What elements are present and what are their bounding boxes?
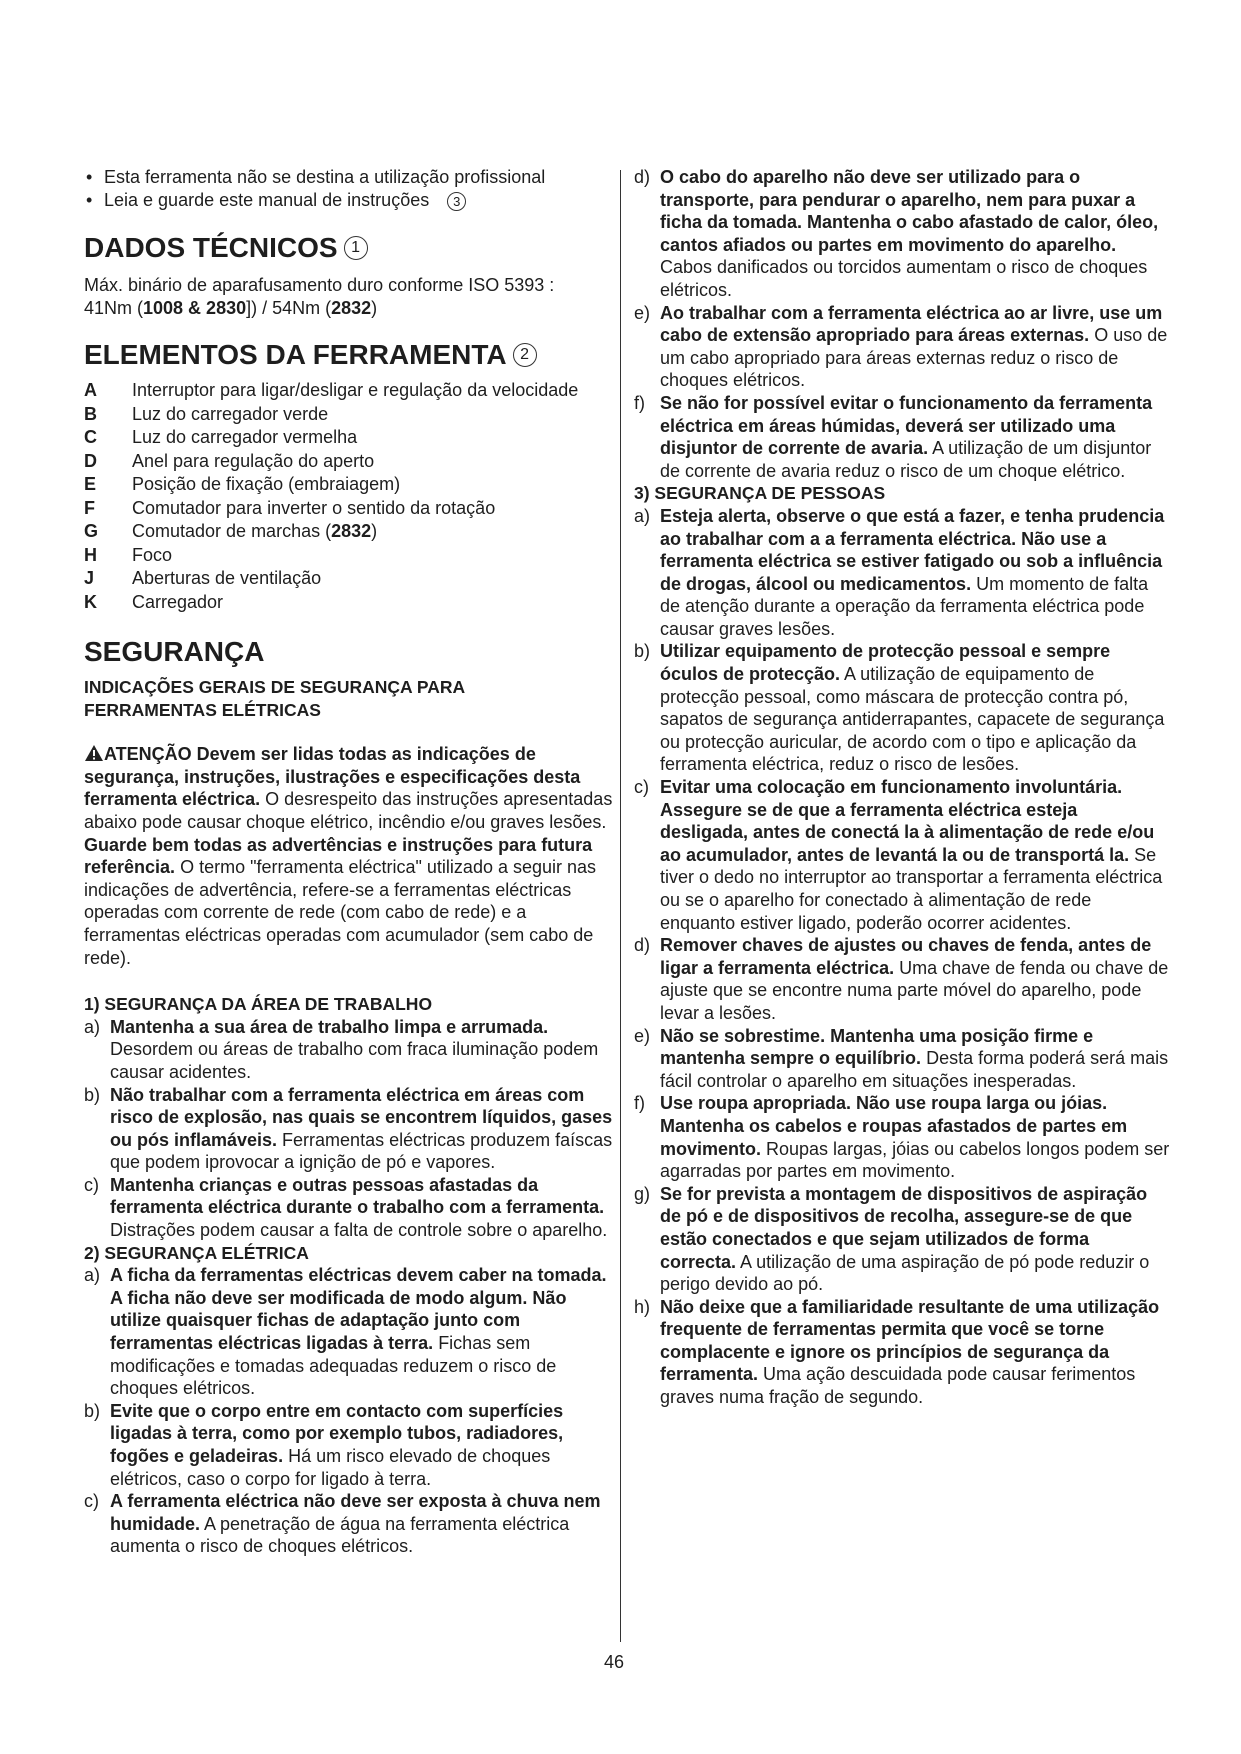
safety-item — [84, 1016, 620, 1084]
safety-item — [634, 934, 1170, 1024]
item-text: Não se sobrestime. Mantenha uma posição firme e mantenha sempre o equilíbrio. Desta forma poderá será mais fácil controlar o aparelho em situações inesperadas. — [660, 1025, 1169, 1091]
warning-paragraph: ATENÇÃO Devem ser lidas todas as indicações de segurança, instruções, ilustrações e especificações desta ferramenta eléctrica. O desrespeito das instruções apresentadas abaixo pode causar choque elétrico, incêndio e/ou graves lesões. Guarde bem todas as advertências e instruções para futura referência. O termo "ferramenta eléctrica" utilizado a seguir nas indicações de advertência, refere-se a ferramentas eléctricas operadas com corrente de rede (com cabo de rede) e a ferramentas eléctricas operadas com acumulador (sem cabo de rede). — [84, 744, 613, 968]
item-text: Se for prevista a montagem de dispositivos de aspiração de pó e de dispositivos de recolha, assegure-se de que estão conectados e que sejam utilizados de forma correcta. A utilização de uma aspiração de pó pode reduzir o perigo devido ao pó. — [660, 1183, 1150, 1295]
intro-bullets — [84, 166, 620, 212]
item-label: f) — [634, 392, 645, 413]
left-column — [84, 166, 620, 1558]
manual-figure-ref: 3 — [447, 192, 466, 211]
item-label: f) — [634, 1093, 645, 1114]
section-2-items-right — [634, 166, 1170, 482]
item-label: b) — [634, 641, 651, 662]
item-text: Utilizar equipamento de protecção pessoal e sempre óculos de protecção. A utilização de equipamento de protecção pessoal, como máscara de protecção contra pó, sapatos de segurança antiderrapantes, capacete de segurança ou protecção auricular, de acordo com o tipo e aplicação da ferramenta eléctrica, reduz o risco de lesões. — [660, 641, 1165, 775]
safety-item — [634, 1183, 1170, 1296]
element-item: J Aberturas de ventilação — [84, 568, 322, 589]
item-text: Remover chaves de ajustes ou chaves de fenda, antes de ligar a ferramenta eléctrica. Uma chave de fenda ou chave de ajuste que se encontre numa parte móvel do aparelho, pode levar a lesões. — [660, 935, 1169, 1023]
item-label: g) — [634, 1183, 651, 1204]
item-text: A ferramenta eléctrica não deve ser exposta à chuva nem humidade. A penetração de água na ferramenta eléctrica aumenta o risco de choques elétricos. — [110, 1491, 601, 1557]
section-2-items-left — [84, 1264, 620, 1558]
item-text: Mantenha a sua área de trabalho limpa e arrumada. Desordem ou áreas de trabalho com fraca iluminação podem causar acidentes. — [110, 1016, 599, 1082]
item-label: a) — [84, 1016, 101, 1037]
section-1-heading: 1) SEGURANÇA DA ÁREA DE TRABALHO — [84, 994, 433, 1015]
safety-item — [634, 776, 1170, 934]
safety-item — [84, 1490, 620, 1558]
element-item: G Comutador de marchas (2832) — [84, 521, 378, 542]
elements-list — [84, 379, 620, 614]
safety-item — [634, 1092, 1170, 1182]
column-divider — [620, 170, 621, 1642]
item-label: d) — [634, 167, 651, 187]
item-label: c) — [84, 1174, 99, 1195]
element-item: H Foco — [84, 544, 173, 565]
item-label: h) — [634, 1296, 651, 1317]
safety-item — [634, 1296, 1170, 1409]
item-label: b) — [84, 1084, 101, 1105]
technical-figure-ref: 1 — [344, 236, 368, 260]
element-item: B Luz do carregador verde — [84, 403, 329, 424]
element-item: C Luz do carregador vermelha — [84, 427, 358, 448]
section-3-heading: 3) SEGURANÇA DE PESSOAS — [634, 483, 886, 504]
page-number: 46 — [604, 1652, 625, 1672]
safety-item — [634, 392, 1170, 482]
element-item: K Carregador — [84, 591, 224, 612]
item-text: Esteja alerta, observe o que está a fazer, e tenha prudencia ao trabalhar com a a ferramenta eléctrica. Não use a ferramenta eléctrica se estiver fatigado ou sob a influência de drogas, álcool ou medicamentos. Um momento de falta de atenção durante a operação da ferramenta eléctrica pode causar graves lesões. — [660, 505, 1165, 639]
safety-item — [84, 1084, 620, 1174]
item-label: a) — [634, 505, 651, 526]
item-label: e) — [634, 1025, 651, 1046]
elements-heading: ELEMENTOS DA FERRAMENTA 2 — [84, 339, 620, 371]
safety-item — [84, 1174, 620, 1242]
element-item: F Comutador para inverter o sentido da rotação — [84, 497, 496, 518]
item-text: Evite que o corpo entre em contacto com superfícies ligadas à terra, como por exemplo tubos, radiadores, fogões e geladeiras. Há um risco elevado de choques elétricos, caso o corpo for ligado à terra. — [110, 1400, 564, 1489]
element-item: D Anel para regulação do aperto — [84, 450, 375, 471]
item-label: c) — [84, 1491, 99, 1512]
intro-bullet: • Esta ferramenta não se destina a utilização profissional — [84, 166, 620, 189]
safety-item — [634, 1025, 1170, 1093]
section-1-items — [84, 1016, 620, 1242]
intro-bullet: • Leia e guarde este manual de instruções 3 — [84, 189, 620, 212]
item-text: Se não for possível evitar o funcionamento da ferramenta eléctrica em áreas húmidas, deverá ser utilizado uma disjuntor de corrente de avaria. A utilização de um disjuntor de corrente de avaria reduz o risco de um choque elétrico. — [660, 392, 1153, 481]
item-label: d) — [634, 935, 651, 956]
item-text: Ao trabalhar com a ferramenta eléctrica ao ar livre, use um cabo de extensão apropriado para áreas externas. O uso de um cabo apropriado para áreas externas reduz o risco de choques elétricos. — [660, 302, 1168, 391]
safety-subheading: INDICAÇÕES GERAIS DE SEGURANÇA PARA FERRAMENTAS ELÉTRICAS — [84, 677, 466, 720]
item-text: Não trabalhar com a ferramenta eléctrica em áreas com risco de explosão, nas quais se encontrem líquidos, gases ou pós inflamáveis. Ferramentas eléctricas produzem faíscas que podem iprovocar a ignição de pó e vapores. — [110, 1084, 613, 1173]
right-column — [634, 166, 1170, 1409]
element-item: E Posição de fixação (embraiagem) — [84, 474, 401, 495]
item-text: Use roupa apropriada. Não use roupa larga ou jóias. Mantenha os cabelos e roupas afastados de partes em movimento. Roupas largas, jóias ou cabelos longos podem ser agarradas por partes em movimento. — [660, 1093, 1170, 1182]
safety-item — [84, 1264, 620, 1400]
item-label: e) — [634, 302, 651, 323]
item-text: A ficha da ferramentas eléctricas devem caber na tomada. A ficha não deve ser modificada de modo algum. Não utilize quaisquer fichas de adaptação junto com ferramentas eléctricas ligadas à terra. Fichas sem modificações e tomadas adequadas reduzem o risco de choques elétricos. — [110, 1265, 607, 1399]
item-label: b) — [84, 1400, 101, 1421]
safety-item — [634, 166, 1170, 302]
item-text: Mantenha crianças e outras pessoas afastadas da ferramenta eléctrica durante o trabalho com a ferramenta. Distrações podem causar a falta de controle sobre o aparelho. — [110, 1174, 608, 1241]
elements-figure-ref: 2 — [513, 343, 537, 367]
item-label: c) — [634, 777, 649, 798]
warning-triangle-icon — [84, 744, 104, 762]
item-text: O cabo do aparelho não deve ser utilizado para o transporte, para pendurar o aparelho, nem para puxar a ficha da tomada. Mantenha o cabo afastado de calor, óleo, cantos afiados ou partes em movimento do aparelho. Cabos danificados ou torcidos aumentam o risco de choques elétricos. — [660, 167, 1159, 300]
item-label: a) — [84, 1265, 101, 1286]
technical-data-heading: DADOS TÉCNICOS 1 — [84, 232, 620, 264]
technical-data-text: Máx. binário de aparafusamento duro conforme ISO 5393 : 41Nm (1008 & 2830]) / 54Nm (2832) — [84, 275, 555, 318]
safety-heading: SEGURANÇA — [84, 636, 265, 668]
safety-item — [634, 302, 1170, 392]
item-text: Não deixe que a familiaridade resultante de uma utilização frequente de ferramentas permita que você se torne complacente e ignore os princípios de segurança da ferramenta. Uma ação descuidada pode causar ferimentos graves numa fração de segundo. — [660, 1296, 1160, 1408]
safety-item — [84, 1400, 620, 1490]
item-text: Evitar uma colocação em funcionamento involuntária. Assegure se de que a ferramenta eléctrica esteja desligada, antes de conectá la à alimentação de rede e/ou ao acumulador, antes de levantá la ou de transportá la. Se tiver o dedo no interruptor ao transportar a ferramenta eléctrica ou se o aparelho for conectado à alimentação de rede enquanto estiver ligado, poderão ocorrer acidentes. — [660, 777, 1163, 933]
section-3-items — [634, 505, 1170, 1409]
safety-item — [634, 640, 1170, 776]
element-item: A Interruptor para ligar/desligar e regulação da velocidade — [84, 380, 579, 401]
section-2-heading: 2) SEGURANÇA ELÉTRICA — [84, 1242, 309, 1263]
safety-item — [634, 505, 1170, 641]
